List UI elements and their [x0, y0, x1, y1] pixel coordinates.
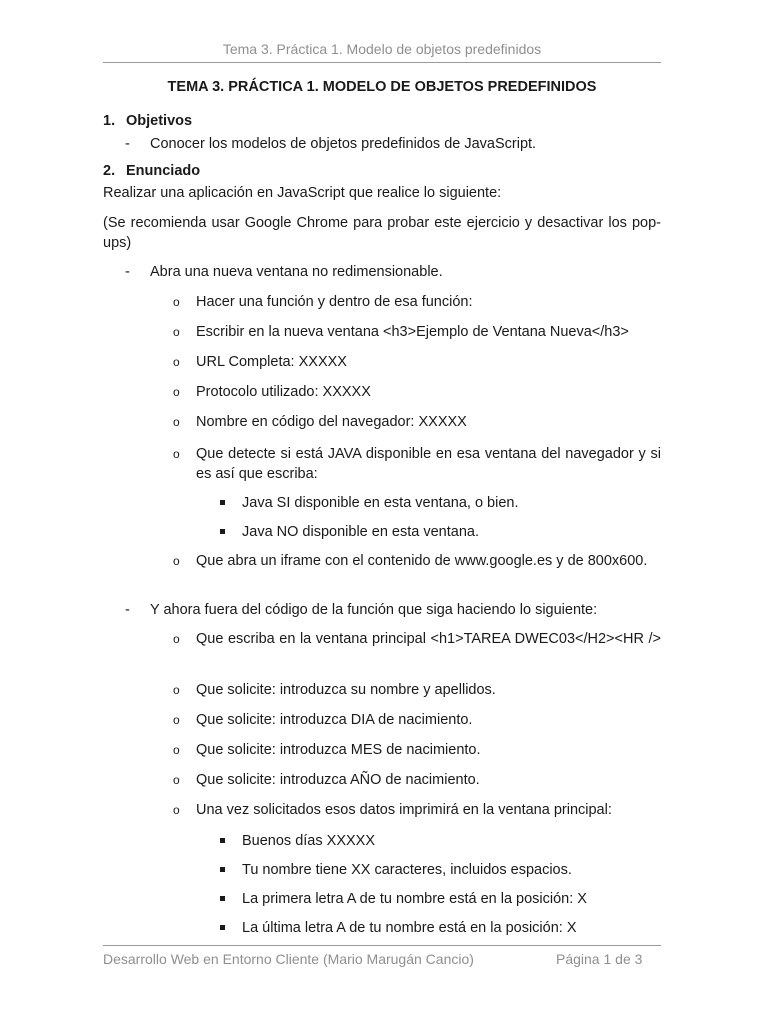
list-item	[173, 770, 661, 790]
list-item	[173, 352, 661, 372]
dash-marker: -	[125, 264, 130, 280]
section-heading-enunciado	[103, 163, 200, 179]
circle-marker: o	[173, 713, 180, 727]
footer-author: Desarrollo Web en Entorno Cliente (Mario Marugán Cancio)	[103, 951, 474, 967]
list-item	[173, 710, 661, 730]
list-item-text: Nombre en código del navegador: XXXXX	[196, 414, 467, 430]
section-number: 1.	[103, 113, 116, 129]
sub-list-item	[220, 918, 577, 938]
circle-marker: o	[173, 415, 180, 429]
square-bullet-icon	[220, 867, 225, 872]
circle-marker: o	[173, 447, 180, 461]
list-item	[173, 740, 661, 760]
square-bullet-icon	[220, 500, 225, 505]
objective-text: Conocer los modelos de objetos predefinidos de JavaScript.	[150, 136, 537, 152]
sub-list-item-text: La primera letra A de tu nombre está en la posición: X	[242, 891, 587, 907]
enunciado-note: (Se recomienda usar Google Chrome para probar este ejercicio y desactivar los pop-ups)	[103, 215, 661, 251]
circle-marker: o	[173, 295, 180, 309]
part2-text: Y ahora fuera del código de la función que siga haciendo lo siguiente:	[150, 602, 598, 618]
sub-list-item	[220, 889, 587, 909]
list-item-text: Hacer una función y dentro de esa función:	[196, 294, 473, 310]
list-item	[173, 551, 661, 571]
part1-text: Abra una nueva ventana no redimensionable.	[150, 264, 443, 280]
sub-list-item-text: Tu nombre tiene XX caracteres, incluidos espacios.	[242, 862, 572, 878]
square-bullet-icon	[220, 529, 225, 534]
dash-marker: -	[125, 136, 130, 152]
sub-list-item	[220, 522, 479, 542]
list-item-text: Escribir en la nueva ventana <h3>Ejemplo de Ventana Nueva</h3>	[196, 324, 629, 340]
sub-list-item	[220, 860, 572, 880]
sub-list-item-text: Java SI disponible en esta ventana, o bien.	[242, 495, 519, 511]
section-title: Objetivos	[126, 113, 193, 129]
circle-marker: o	[173, 355, 180, 369]
list-item-text: Que abra un iframe con el contenido de www.google.es y de 800x600.	[196, 553, 648, 569]
list-item	[173, 322, 661, 342]
list-item-text: Que solicite: introduzca MES de nacimiento.	[196, 742, 481, 758]
list-item	[173, 680, 661, 700]
sub-list-item	[220, 831, 375, 851]
sub-list-item-text: Java NO disponible en esta ventana.	[242, 524, 479, 540]
part1-label	[125, 262, 443, 282]
list-item	[173, 292, 661, 312]
sub-list-item	[220, 493, 519, 513]
list-item	[173, 800, 661, 820]
section-heading-objetivos	[103, 113, 192, 129]
list-item	[173, 412, 661, 432]
list-item-text: Que detecte si está JAVA disponible en esa ventana del navegador y si es así que escriba:	[196, 446, 661, 482]
sub-list-item-text: La última letra A de tu nombre está en la posición: X	[242, 920, 577, 936]
circle-marker: o	[173, 743, 180, 757]
header-rule	[103, 62, 661, 63]
square-bullet-icon	[220, 838, 225, 843]
list-item-text: Que solicite: introduzca AÑO de nacimiento.	[196, 772, 480, 788]
square-bullet-icon	[220, 896, 225, 901]
running-header: Tema 3. Práctica 1. Modelo de objetos predefinidos	[222, 41, 542, 57]
circle-marker: o	[173, 632, 180, 646]
footer-rule	[103, 945, 661, 946]
section-number: 2.	[103, 163, 116, 179]
circle-marker: o	[173, 683, 180, 697]
document-title: TEMA 3. PRÁCTICA 1. MODELO DE OBJETOS PREDEFINIDOS	[167, 79, 597, 95]
circle-marker: o	[173, 773, 180, 787]
list-item	[173, 629, 661, 649]
circle-marker: o	[173, 554, 180, 568]
part2-label	[125, 600, 597, 620]
footer-page-number: Página 1 de 3	[556, 951, 643, 967]
circle-marker: o	[173, 385, 180, 399]
list-item-text: Que solicite: introduzca su nombre y apellidos.	[196, 682, 496, 698]
dash-marker: -	[125, 602, 130, 618]
square-bullet-icon	[220, 925, 225, 930]
circle-marker: o	[173, 325, 180, 339]
list-item-text: Protocolo utilizado: XXXXX	[196, 384, 371, 400]
enunciado-intro: Realizar una aplicación en JavaScript que realice lo siguiente:	[103, 185, 502, 201]
list-item	[173, 444, 661, 484]
circle-marker: o	[173, 803, 180, 817]
list-item-text: Una vez solicitados esos datos imprimirá en la ventana principal:	[196, 802, 612, 818]
section-title: Enunciado	[126, 163, 201, 179]
list-item	[173, 382, 661, 402]
list-item-text: Que escriba en la ventana principal <h1>TAREA DWEC03</H2><HR />	[196, 631, 661, 647]
list-item-text: Que solicite: introduzca DIA de nacimiento.	[196, 712, 473, 728]
objective-item	[125, 134, 536, 154]
sub-list-item-text: Buenos días XXXXX	[242, 833, 375, 849]
list-item-text: URL Completa: XXXXX	[196, 354, 347, 370]
